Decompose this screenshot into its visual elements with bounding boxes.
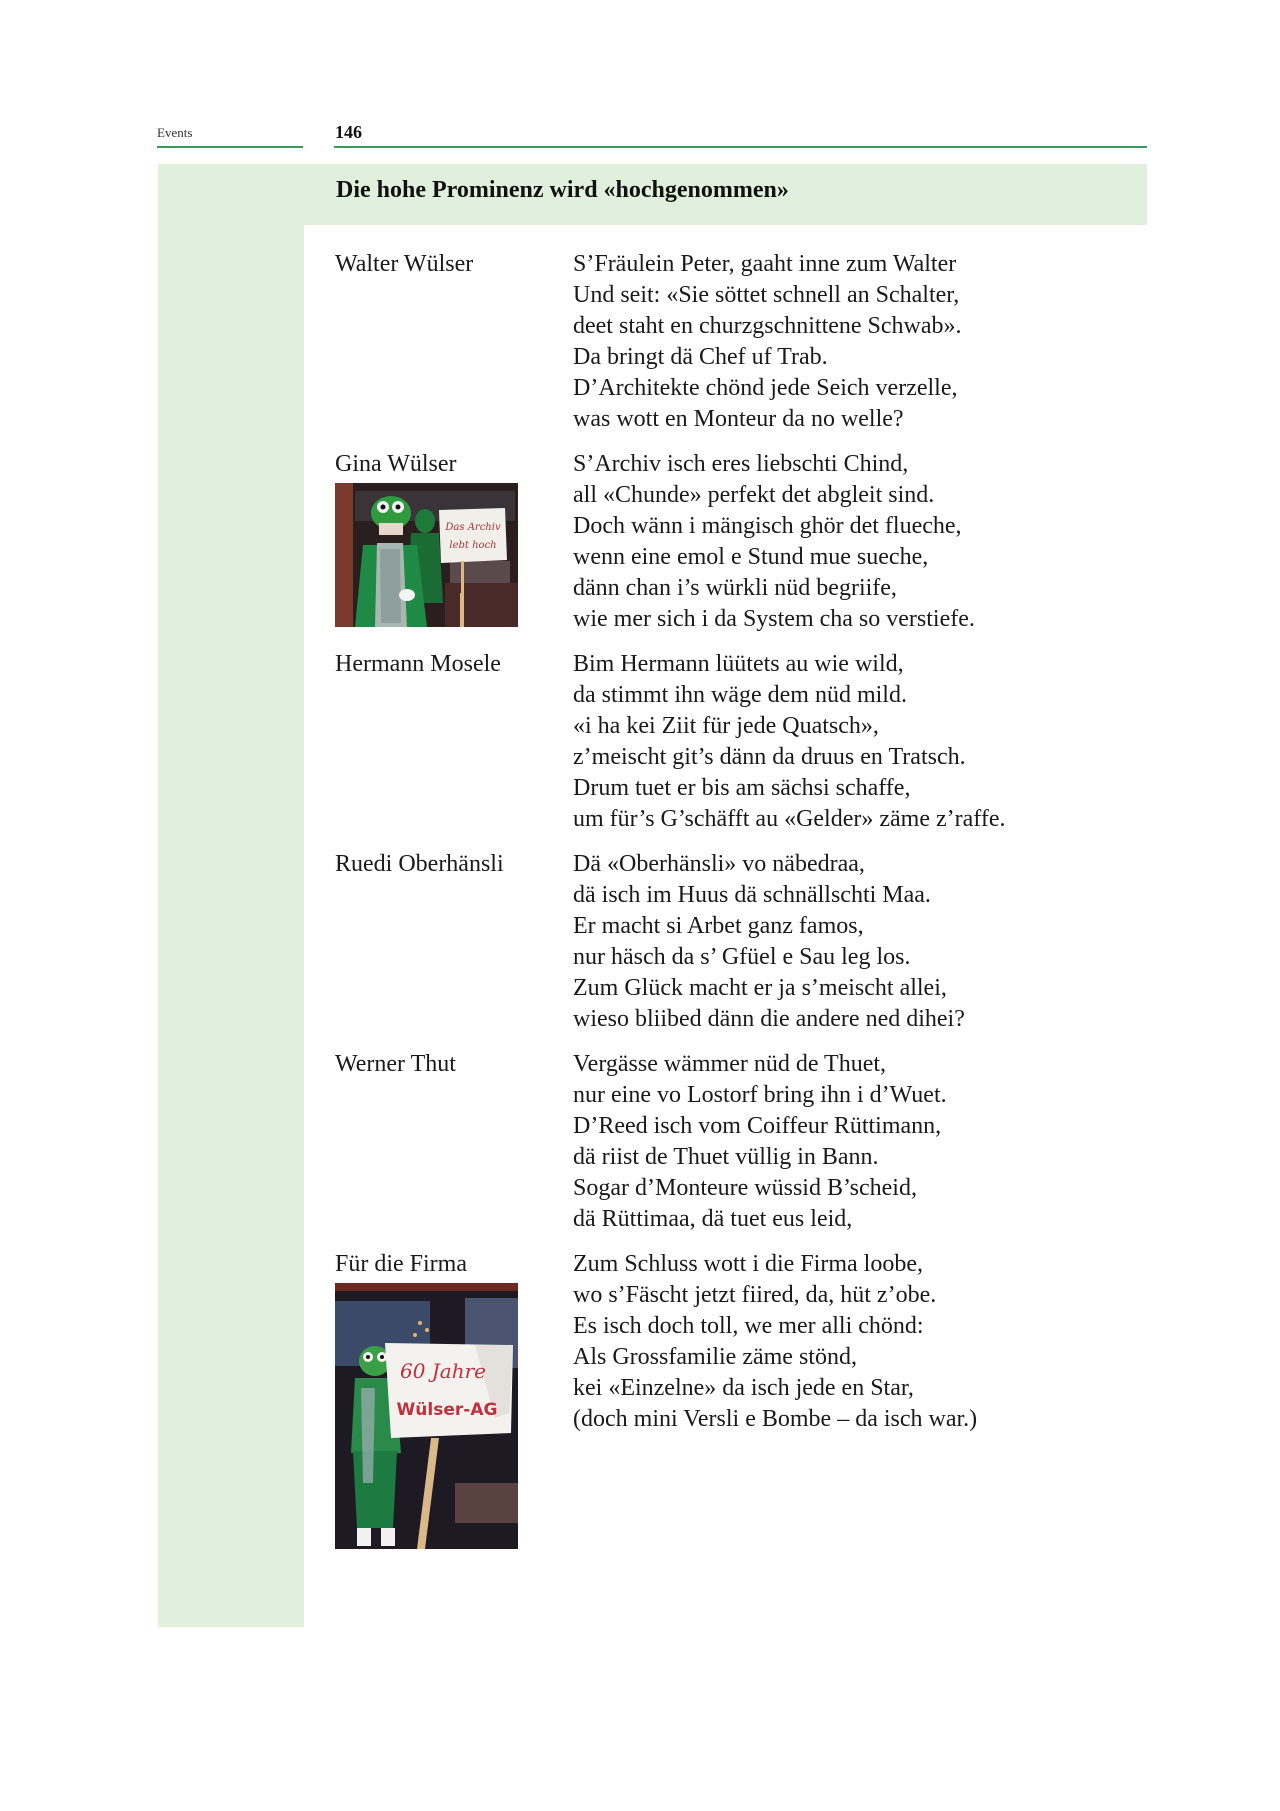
side-margin-band bbox=[158, 164, 304, 1627]
verse-line: wenn eine emol e Stund mue sueche, bbox=[573, 544, 929, 570]
verse-line: Bim Hermann lüütets au wie wild, bbox=[573, 651, 904, 677]
verse-line: Zum Schluss wott i die Firma loobe, bbox=[573, 1251, 923, 1277]
verse-entry bbox=[335, 1249, 1125, 1549]
verse-line: dänn chan i’s würkli nüd begriife, bbox=[573, 575, 897, 601]
verse-line: z’meischt git’s dänn da druus en Tratsch. bbox=[573, 744, 966, 770]
verse-line: kei «Einzelne» da isch jede en Star, bbox=[573, 1375, 914, 1401]
verse-line: Er macht si Arbet ganz famos, bbox=[573, 913, 864, 939]
verse-line: Als Grossfamilie zäme stönd, bbox=[573, 1344, 857, 1370]
person-name: Walter Wülser bbox=[335, 251, 474, 277]
verse-line: S’Archiv isch eres liebschti Chind, bbox=[573, 451, 909, 477]
verse-entry bbox=[335, 649, 1125, 835]
running-head-rule-right bbox=[334, 146, 1147, 148]
verse-line: D’Reed isch vom Coiffeur Rüttimann, bbox=[573, 1113, 942, 1139]
verse-line: S’Fräulein Peter, gaaht inne zum Walter bbox=[573, 251, 957, 277]
verse bbox=[573, 449, 975, 635]
photo-image bbox=[335, 1283, 518, 1549]
person-name: Ruedi Oberhänsli bbox=[335, 851, 504, 877]
page-title: Die hohe Prominenz wird «hochgenommen» bbox=[336, 177, 789, 203]
verse bbox=[573, 849, 965, 1035]
verse bbox=[573, 249, 962, 435]
verse-line: «i ha kei Ziit für jede Quatsch», bbox=[573, 713, 879, 739]
svg-text:Wülser-AG: Wülser-AG bbox=[396, 1400, 498, 1420]
verse bbox=[573, 1249, 977, 1549]
verse-entry bbox=[335, 249, 1125, 435]
verse-line: Da bringt dä Chef uf Trab. bbox=[573, 344, 828, 370]
costume-photo-anniversary bbox=[335, 1283, 518, 1549]
verse-line: Vergässe wämmer nüd de Thuet, bbox=[573, 1051, 887, 1077]
verse bbox=[573, 1049, 947, 1235]
verse-line: dä Rüttimaa, dä tuet eus leid, bbox=[573, 1206, 853, 1232]
verse-line: D’Architekte chönd jede Seich verzelle, bbox=[573, 375, 958, 401]
verse-line: (doch mini Versli e Bombe – da isch war.) bbox=[573, 1406, 978, 1432]
person-name: Werner Thut bbox=[335, 1051, 456, 1077]
verse-line: Sogar d’Monteure wüssid B’scheid, bbox=[573, 1175, 917, 1201]
verse-line: dä riist de Thuet vüllig in Bann. bbox=[573, 1144, 879, 1170]
verse-line: nur eine vo Lostorf bring ihn i d’Wuet. bbox=[573, 1082, 947, 1108]
verse-line: da stimmt ihn wäge dem nüd mild. bbox=[573, 682, 907, 708]
svg-text:lebt hoch: lebt hoch bbox=[449, 540, 497, 551]
verse-entry bbox=[335, 449, 1125, 635]
verse-line: dä isch im Huus dä schnällschti Maa. bbox=[573, 882, 931, 908]
verse-entry bbox=[335, 1049, 1125, 1235]
person-name: Für die Firma bbox=[335, 1251, 467, 1277]
running-head-rule-left bbox=[157, 146, 303, 148]
verse-line: Doch wänn i mängisch ghör det flueche, bbox=[573, 513, 962, 539]
verse-line: all «Chunde» perfekt det abgleit sind. bbox=[573, 482, 935, 508]
verse-line: Es isch doch toll, we mer alli chönd: bbox=[573, 1313, 924, 1339]
verse-line: wo s’Fäscht jetzt fiired, da, hüt z’obe. bbox=[573, 1282, 937, 1308]
verse-line: wie mer sich i da System cha so verstiefe. bbox=[573, 606, 975, 632]
running-head-section: Events bbox=[157, 125, 193, 140]
verse-list bbox=[335, 249, 1125, 1563]
verse-line: Zum Glück macht er ja s’meischt allei, bbox=[573, 975, 947, 1001]
costume-photo-archive bbox=[335, 483, 518, 627]
verse-line: um für’s G’schäfft au «Gelder» zäme z’raffe. bbox=[573, 806, 1006, 832]
verse-line: Und seit: «Sie söttet schnell an Schalter, bbox=[573, 282, 960, 308]
verse-entry bbox=[335, 849, 1125, 1035]
verse-line: nur häsch da s’ Gfüel e Sau leg los. bbox=[573, 944, 911, 970]
verse-line: Drum tuet er bis am sächsi schaffe, bbox=[573, 775, 911, 801]
svg-text:60 Jahre: 60 Jahre bbox=[399, 1359, 487, 1383]
svg-text:Das Archiv: Das Archiv bbox=[445, 522, 501, 533]
verse-line: was wott en Monteur da no welle? bbox=[573, 406, 904, 432]
verse-line: deet staht en churzgschnittene Schwab». bbox=[573, 313, 962, 339]
photo-image bbox=[335, 483, 518, 627]
person-name: Hermann Mosele bbox=[335, 651, 501, 677]
verse-line: wieso bliibed dänn die andere ned dihei? bbox=[573, 1006, 965, 1032]
person-name: Gina Wülser bbox=[335, 451, 457, 477]
verse-line: Dä «Oberhänsli» vo näbedraa, bbox=[573, 851, 865, 877]
page-number: 146 bbox=[335, 122, 362, 142]
verse bbox=[573, 649, 1005, 835]
